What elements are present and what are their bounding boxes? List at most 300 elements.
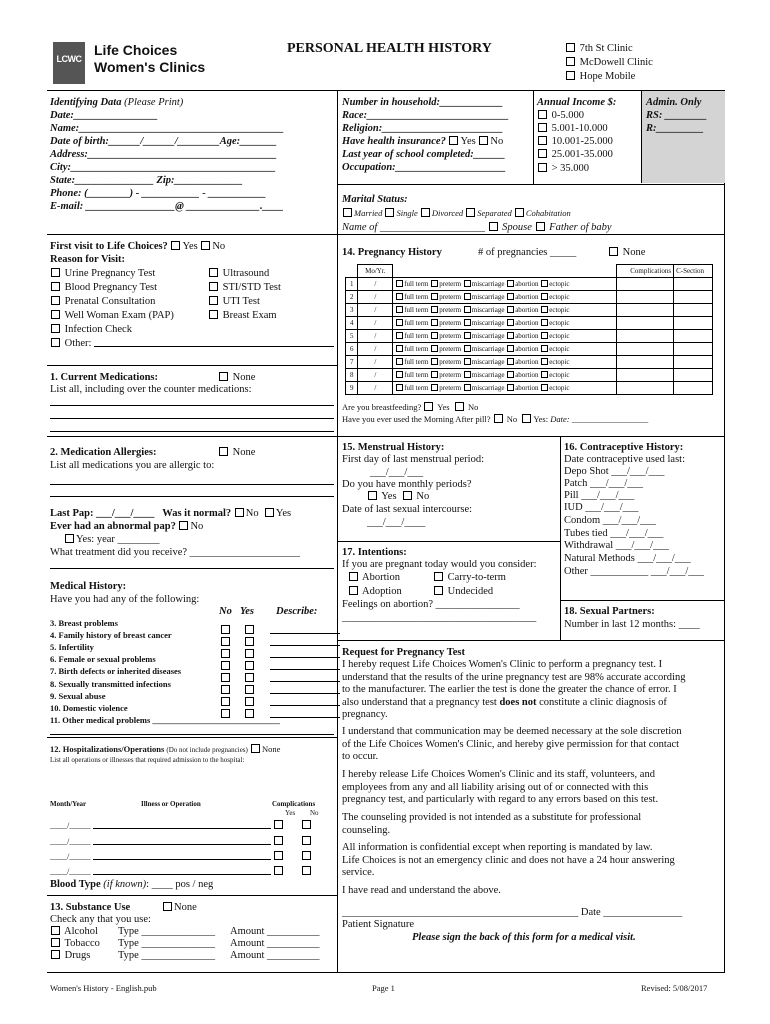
admin-heading: Admin. Only xyxy=(646,97,702,108)
blood-type[interactable]: Blood Type (if known): ____ pos / neg xyxy=(50,879,214,890)
checkbox-icon xyxy=(538,110,547,119)
identifying-heading: Identifying Data (Please Print) xyxy=(50,97,184,108)
hosp-row[interactable]: ____/_____ xyxy=(50,835,313,847)
hosp-col-illness: Illness or Operation xyxy=(141,800,201,808)
divider xyxy=(47,737,337,738)
checkbox-icon[interactable] xyxy=(541,384,548,391)
divider xyxy=(47,90,725,91)
checkbox-icon[interactable] xyxy=(274,820,283,829)
row-csection[interactable] xyxy=(674,291,713,304)
row-moyr[interactable]: / xyxy=(358,369,393,382)
table-row xyxy=(346,382,713,395)
reason-option[interactable]: STI/STD Test xyxy=(208,281,281,294)
intentions-feelings[interactable]: Feelings on abortion? ________________ xyxy=(342,599,520,610)
pap-normal-no-checkbox[interactable] xyxy=(235,508,244,517)
history-item: 4. Family history of breast cancer xyxy=(50,630,172,640)
checkbox-icon[interactable] xyxy=(396,319,403,326)
divider xyxy=(533,90,534,184)
divider xyxy=(47,436,337,437)
identifying-address[interactable]: Address:____________________________________ xyxy=(50,149,277,160)
marital-name-of[interactable]: Name of ____________________ Spouse Father of baby xyxy=(342,222,612,233)
substance-heading: 13. Substance Use xyxy=(50,902,131,913)
clinic-option-3[interactable] xyxy=(565,70,635,83)
checkbox-icon[interactable] xyxy=(507,332,514,339)
substance-item[interactable]: Alcohol xyxy=(50,925,98,938)
row-complications[interactable] xyxy=(617,369,674,382)
allergies-line[interactable] xyxy=(50,496,334,497)
reason-option[interactable]: Infection Check xyxy=(50,323,132,336)
pregnancy-none[interactable]: None xyxy=(608,246,645,259)
checkbox-icon xyxy=(209,268,218,277)
substance-type[interactable]: Type ______________ xyxy=(118,926,215,937)
sign-back-note: Please sign the back of this form for a medical visit. xyxy=(412,932,636,943)
request-p3: I hereby release Life Choices Women's Clinic and its staff, volunteers, and employees from any and all liability arising out of or connected with this pregnancy test, and particularly with regard to any errors based on this test. xyxy=(342,769,659,805)
row-number: 8 xyxy=(346,369,358,382)
checkbox-icon[interactable] xyxy=(541,319,548,326)
col-complications: Complications xyxy=(617,265,674,278)
intention-option[interactable]: Adoption xyxy=(348,585,402,598)
identifying-name[interactable]: Name:_______________________________________ xyxy=(50,123,284,134)
first-visit-yes-checkbox[interactable] xyxy=(171,241,180,250)
checkbox-icon xyxy=(163,902,172,911)
household-occupation[interactable]: Occupation:_____________________ xyxy=(342,162,506,173)
history-checks xyxy=(220,620,340,716)
col-yes: Yes xyxy=(240,606,254,617)
row-moyr[interactable]: / xyxy=(358,343,393,356)
divider xyxy=(560,436,561,640)
checkbox-icon[interactable] xyxy=(464,280,471,287)
table-row xyxy=(346,343,713,356)
row-complications[interactable] xyxy=(617,291,674,304)
checkbox-icon[interactable] xyxy=(507,306,514,313)
marital-options: Married Single Divorced Separated Cohabitation xyxy=(342,208,571,219)
checkbox-icon[interactable] xyxy=(541,345,548,352)
row-complications[interactable] xyxy=(617,330,674,343)
row-complications[interactable] xyxy=(617,343,674,356)
intention-option[interactable]: Abortion xyxy=(348,571,400,584)
page-title: PERSONAL HEALTH HISTORY xyxy=(287,41,492,56)
checkbox-icon[interactable] xyxy=(489,222,498,231)
pregnancy-rows xyxy=(346,278,713,395)
checkbox-icon[interactable] xyxy=(403,491,412,500)
checkbox-icon xyxy=(219,447,228,456)
checkbox-icon[interactable] xyxy=(396,345,403,352)
checkbox-icon[interactable] xyxy=(464,306,471,313)
divider xyxy=(47,972,725,973)
checkbox-icon xyxy=(434,586,443,595)
checkbox-icon[interactable] xyxy=(507,358,514,365)
abnormal-pap: Ever had an abnormal pap? No xyxy=(50,521,204,532)
org-name-line2: Women's Clinics xyxy=(94,59,206,75)
substance-type[interactable]: Type ______________ xyxy=(118,938,215,949)
row-moyr[interactable]: / xyxy=(358,356,393,369)
income-option[interactable]: 5.001-10.000 xyxy=(537,122,608,135)
checkbox-icon[interactable] xyxy=(302,851,311,860)
row-number: 2 xyxy=(346,291,358,304)
checkbox-icon[interactable] xyxy=(396,306,403,313)
checkbox-icon[interactable] xyxy=(274,836,283,845)
contraceptive-item[interactable]: Depo Shot ___/___/___ xyxy=(564,466,665,477)
row-number: 1 xyxy=(346,278,358,291)
household-school[interactable]: Last year of school completed:______ xyxy=(342,149,506,160)
checkbox-icon[interactable] xyxy=(302,820,311,829)
row-number: 3 xyxy=(346,304,358,317)
identifying-email[interactable]: E-mail: _________________@ ______________.____ xyxy=(50,201,284,212)
allergies-sub: List all medications you are allergic to: xyxy=(50,460,215,471)
table-row xyxy=(346,317,713,330)
row-complications[interactable] xyxy=(617,278,674,291)
medications-line[interactable] xyxy=(50,418,334,419)
checkbox-icon[interactable] xyxy=(431,306,438,313)
pap-treatment-line[interactable] xyxy=(50,568,334,569)
contraceptive-item[interactable]: Patch ___/___/___ xyxy=(564,478,644,489)
checkbox-icon xyxy=(538,163,547,172)
clinic-option-1[interactable] xyxy=(565,42,633,55)
history-item: 7. Birth defects or inherited diseases xyxy=(50,666,182,676)
household-insurance: Have health insurance? Yes No xyxy=(342,136,504,147)
income-option[interactable]: 25.001-35.000 xyxy=(537,148,613,161)
checkbox-icon xyxy=(219,372,228,381)
row-moyr[interactable]: / xyxy=(358,291,393,304)
identifying-dob[interactable]: Date of birth:______/______/________Age:_______ xyxy=(50,136,277,147)
reason-option[interactable]: UTI Test xyxy=(208,295,260,308)
footer-center: Page 1 xyxy=(372,983,395,993)
table-row xyxy=(346,291,713,304)
request-p2: I understand that communication may be deemed necessary at the sole discretion of the Life Choices Women's Clinic, and hereby give permission for that contact to occur. xyxy=(342,726,682,762)
checkbox-icon[interactable] xyxy=(396,371,403,378)
row-moyr[interactable]: / xyxy=(358,278,393,291)
checkbox-icon[interactable] xyxy=(541,280,548,287)
menstrual-first-day: First day of last menstrual period: xyxy=(342,454,485,465)
hosp-row[interactable]: ____/_____ xyxy=(50,865,313,877)
contraceptive-item[interactable]: Natural Methods ___/___/___ xyxy=(564,553,691,564)
checkbox-icon xyxy=(65,534,74,543)
checkbox-icon xyxy=(51,296,60,305)
checkbox-icon xyxy=(349,586,358,595)
reason-heading: Reason for Visit: xyxy=(50,254,126,265)
allergies-none[interactable]: None xyxy=(218,446,255,459)
hosp-heading: 12. Hospitalizations/Operations (Do not include pregnancies) None xyxy=(50,744,281,754)
row-number: 6 xyxy=(346,343,358,356)
checkbox-icon[interactable] xyxy=(302,836,311,845)
checkbox-icon[interactable] xyxy=(455,402,464,411)
checkbox-icon[interactable] xyxy=(396,358,403,365)
last-pap: Last Pap: ___/___/____ Was it normal? No Yes xyxy=(50,508,292,519)
contraceptive-item[interactable]: Pill ___/___/___ xyxy=(564,490,635,501)
checkbox-icon[interactable] xyxy=(507,293,514,300)
checkbox-icon xyxy=(51,926,60,935)
checkbox-icon[interactable] xyxy=(421,208,430,217)
checkbox-icon xyxy=(51,950,60,959)
partners-sub[interactable]: Number in last 12 months: ____ xyxy=(564,619,700,630)
checkbox-icon[interactable] xyxy=(507,280,514,287)
insurance-yes-checkbox[interactable] xyxy=(449,136,458,145)
medications-line[interactable] xyxy=(50,405,334,406)
checkbox-icon[interactable] xyxy=(396,332,403,339)
substance-amount[interactable]: Amount __________ xyxy=(230,938,320,949)
table-row xyxy=(346,304,713,317)
checkbox-icon xyxy=(349,572,358,581)
intentions-sub: If you are pregnant today would you consider: xyxy=(342,559,537,570)
checkbox-icon[interactable] xyxy=(431,319,438,326)
household-number[interactable]: Number in household:____________ xyxy=(342,97,504,108)
checkbox-icon xyxy=(51,324,60,333)
checkbox-icon[interactable] xyxy=(464,371,471,378)
hosp-col-yes: Yes xyxy=(285,809,296,817)
checkbox-icon[interactable] xyxy=(536,222,545,231)
history-item: 9. Sexual abuse xyxy=(50,691,106,701)
checkbox-icon[interactable] xyxy=(431,293,438,300)
substance-none[interactable]: None xyxy=(162,901,197,914)
row-csection[interactable] xyxy=(674,369,713,382)
substance-amount[interactable]: Amount __________ xyxy=(230,926,320,937)
substance-amount[interactable]: Amount __________ xyxy=(230,950,320,961)
hosp-sub: List all operations or illnesses that required admission to the hospital: xyxy=(50,756,245,764)
checkbox-icon xyxy=(209,296,218,305)
row-outcomes: full term preterm miscarriage abortion ectopic xyxy=(393,317,617,330)
row-moyr[interactable]: / xyxy=(358,304,393,317)
checkbox-icon xyxy=(434,572,443,581)
row-moyr[interactable]: / xyxy=(358,382,393,395)
checkbox-icon xyxy=(538,136,547,145)
clinic-label: 7th St Clinic xyxy=(579,43,633,54)
checkbox-icon xyxy=(209,282,218,291)
row-complications[interactable] xyxy=(617,317,674,330)
table-row xyxy=(346,278,713,291)
checkbox-icon[interactable] xyxy=(431,332,438,339)
reason-option[interactable]: Well Woman Exam (PAP) xyxy=(50,309,174,322)
intentions-heading: 17. Intentions: xyxy=(342,547,407,558)
checkbox-icon[interactable] xyxy=(343,208,352,217)
pregnancy-count[interactable]: # of pregnancies _____ xyxy=(478,247,577,258)
checkbox-icon[interactable] xyxy=(541,306,548,313)
identifying-date[interactable]: Date:________________ xyxy=(50,110,158,121)
history-item: 8. Sexually transmitted infections xyxy=(50,679,171,689)
checkbox-icon[interactable] xyxy=(396,384,403,391)
menstrual-first-day-blank[interactable]: ___/___/___ xyxy=(370,467,424,478)
clinic-label: Hope Mobile xyxy=(579,71,636,82)
row-moyr[interactable]: / xyxy=(358,330,393,343)
reason-option[interactable]: Urine Pregnancy Test xyxy=(50,267,155,280)
row-complications[interactable] xyxy=(617,304,674,317)
identifying-phone[interactable]: Phone: (________) - ___________ - ___________ xyxy=(50,188,267,199)
insurance-no-checkbox[interactable] xyxy=(479,136,488,145)
checkbox-icon[interactable] xyxy=(385,208,394,217)
pap-normal-yes-checkbox[interactable] xyxy=(265,508,274,517)
history-item: 3. Breast problems xyxy=(50,618,118,628)
reason-option[interactable]: Prenatal Consultation xyxy=(50,295,155,308)
checkbox-icon[interactable] xyxy=(507,371,514,378)
checkbox-icon[interactable] xyxy=(541,293,548,300)
divider xyxy=(337,436,724,437)
row-number: 4 xyxy=(346,317,358,330)
request-p1: I hereby request Life Choices Women's Clinic to perform a pregnancy test. I understand that the results of the urine pregnancy test are 98% accurate according to the manufacturer. The earlier the test is done the greater the chance of error. I also understand that a pregnancy test does not constitute a clinic diagnosis of pregnancy. xyxy=(342,659,686,720)
contraceptive-item[interactable]: Condom ___/___/___ xyxy=(564,515,656,526)
row-csection[interactable] xyxy=(674,356,713,369)
history-other[interactable]: 11. Other medical problems ______________________________ xyxy=(50,715,280,725)
divider xyxy=(337,90,338,972)
checkbox-icon[interactable] xyxy=(464,345,471,352)
row-number: 5 xyxy=(346,330,358,343)
contraceptive-item[interactable]: Withdrawal ___/___/___ xyxy=(564,540,669,551)
col-describe: Describe: xyxy=(276,606,318,617)
contraceptive-sub: Date contraceptive used last: xyxy=(564,454,685,465)
table-header-row xyxy=(346,265,713,278)
checkbox-icon[interactable] xyxy=(507,384,514,391)
request-p5: All information is confidential except when reporting is mandated by law. Life Choices is not an emergency clinic and does not have a 24 hour answering service. xyxy=(342,842,675,878)
request-p4: The counseling provided is not intended as a substitute for professional counseling. xyxy=(342,812,642,836)
substance-type[interactable]: Type ______________ xyxy=(118,950,215,961)
checkbox-icon[interactable] xyxy=(396,280,403,287)
abnormal-no-checkbox[interactable] xyxy=(179,521,188,530)
checkbox-icon[interactable] xyxy=(507,345,514,352)
medications-line[interactable] xyxy=(50,431,334,432)
intention-option[interactable]: Carry-to-term xyxy=(433,571,506,584)
income-option[interactable]: 10.001-25.000 xyxy=(537,135,613,148)
reason-option[interactable]: Blood Pregnancy Test xyxy=(50,281,157,294)
row-csection[interactable] xyxy=(674,278,713,291)
checkbox-icon[interactable] xyxy=(368,491,377,500)
medications-heading: 1. Current Medications: xyxy=(50,372,158,383)
allergies-line[interactable] xyxy=(50,484,334,485)
col-no: No xyxy=(219,606,232,617)
checkbox-icon[interactable] xyxy=(515,208,524,217)
checkbox-icon xyxy=(566,71,575,80)
contraceptive-item[interactable]: Other ___________ ___/___/___ xyxy=(564,566,704,577)
row-csection[interactable] xyxy=(674,317,713,330)
clinic-option-2[interactable] xyxy=(565,56,653,69)
checkbox-icon xyxy=(51,268,60,277)
admin-rs: RS: ________ xyxy=(646,110,707,121)
hosp-row[interactable]: ____/_____ xyxy=(50,819,313,831)
reason-option[interactable]: Ultrasound xyxy=(208,267,269,280)
checkbox-icon[interactable] xyxy=(466,208,475,217)
intentions-line[interactable]: _____________________________________ xyxy=(342,612,537,623)
checkbox-icon[interactable] xyxy=(424,402,433,411)
medications-none[interactable]: None xyxy=(218,371,255,384)
hosp-col-month: Month/Year xyxy=(50,800,87,808)
breastfeeding: Are you breastfeeding? Yes No xyxy=(342,402,479,412)
first-visit-no-checkbox[interactable] xyxy=(201,241,210,250)
income-option[interactable]: > 35.000 xyxy=(537,162,589,175)
abnormal-yes-year[interactable]: Yes: year ________ xyxy=(64,533,160,546)
row-number: 9 xyxy=(346,382,358,395)
contraceptive-item[interactable]: Tubes tied ___/___/___ xyxy=(564,528,664,539)
divider xyxy=(47,234,725,235)
menstrual-monthly-options: Yes No xyxy=(367,490,429,503)
pregnancy-table xyxy=(345,264,713,395)
checkbox-icon[interactable] xyxy=(464,319,471,326)
identifying-city[interactable]: City:_______________________________________ xyxy=(50,162,276,173)
history-item: 5. Infertility xyxy=(50,642,94,652)
checkbox-icon[interactable] xyxy=(541,358,548,365)
checkbox-icon[interactable] xyxy=(431,371,438,378)
marital-heading: Marital Status: xyxy=(342,194,408,205)
checkbox-icon xyxy=(566,43,575,52)
divider xyxy=(47,895,337,896)
signature-line[interactable]: _____________________________________________ Date _______________ xyxy=(342,907,683,918)
checkbox-icon[interactable] xyxy=(274,851,283,860)
row-complications[interactable] xyxy=(617,382,674,395)
row-outcomes: full term preterm miscarriage abortion ectopic xyxy=(393,369,617,382)
allergies-heading: 2. Medication Allergies: xyxy=(50,447,157,458)
patient-signature-label: Patient Signature xyxy=(342,919,415,930)
checkbox-icon[interactable] xyxy=(431,384,438,391)
contraceptive-item[interactable]: IUD ___/___/___ xyxy=(564,502,639,513)
checkbox-icon[interactable] xyxy=(431,280,438,287)
checkbox-icon[interactable] xyxy=(464,358,471,365)
substance-sub: Check any that you use: xyxy=(50,914,151,925)
substance-item[interactable]: Drugs xyxy=(50,949,90,962)
row-complications[interactable] xyxy=(617,356,674,369)
checkbox-icon[interactable] xyxy=(431,345,438,352)
income-option[interactable]: 0-5.000 xyxy=(537,109,584,122)
row-outcomes: full term preterm miscarriage abortion ectopic xyxy=(393,278,617,291)
divider xyxy=(337,640,724,641)
checkbox-icon[interactable] xyxy=(302,866,311,875)
menstrual-last-sex: Date of last sexual intercourse: xyxy=(342,504,473,515)
admin-r: R:_________ xyxy=(646,123,704,134)
menstrual-heading: 15. Menstrual History: xyxy=(342,442,445,453)
checkbox-icon[interactable] xyxy=(464,384,471,391)
checkbox-icon[interactable] xyxy=(541,332,548,339)
hosp-row[interactable]: ____/_____ xyxy=(50,850,313,862)
pregnancy-heading: 14. Pregnancy History xyxy=(342,247,442,258)
hosp-none-checkbox[interactable] xyxy=(251,744,260,753)
row-csection[interactable] xyxy=(674,304,713,317)
divider xyxy=(337,184,724,185)
footer-right: Revised: 5/08/2017 xyxy=(641,983,708,993)
history-item: 6. Female or sexual problems xyxy=(50,654,156,664)
reason-option[interactable]: Breast Exam xyxy=(208,309,277,322)
row-outcomes: full term preterm miscarriage abortion ectopic xyxy=(393,304,617,317)
row-csection[interactable] xyxy=(674,382,713,395)
history-other-line[interactable] xyxy=(50,734,334,735)
row-number: 7 xyxy=(346,356,358,369)
row-csection[interactable] xyxy=(674,330,713,343)
menstrual-last-sex-blank[interactable]: ___/___/____ xyxy=(367,517,426,528)
checkbox-icon[interactable] xyxy=(464,332,471,339)
household-religion[interactable]: Religion:_______________________ xyxy=(342,123,504,134)
checkbox-icon[interactable] xyxy=(431,358,438,365)
medications-sub: List all, including over the counter medications: xyxy=(50,384,252,395)
checkbox-icon[interactable] xyxy=(494,414,503,423)
checkbox-icon[interactable] xyxy=(507,319,514,326)
checkbox-icon[interactable] xyxy=(522,414,531,423)
substance-item[interactable]: Tobacco xyxy=(50,937,100,950)
hosp-col-no: No xyxy=(310,809,319,817)
logo xyxy=(53,42,85,84)
checkbox-icon[interactable] xyxy=(464,293,471,300)
identifying-state[interactable]: State:_______________ Zip:_____________ xyxy=(50,175,243,186)
checkbox-icon xyxy=(566,57,575,66)
checkbox-icon[interactable] xyxy=(541,371,548,378)
pap-treatment[interactable]: What treatment did you receive? _____________________ xyxy=(50,547,300,558)
row-csection[interactable] xyxy=(674,343,713,356)
income-heading: Annual Income $: xyxy=(537,97,617,108)
checkbox-icon[interactable] xyxy=(274,866,283,875)
morning-after: Have you ever used the Morning After pill? No Yes: Date: __________________ xyxy=(342,414,649,424)
row-moyr[interactable]: / xyxy=(358,317,393,330)
col-csection: C-Section xyxy=(674,265,713,278)
row-outcomes: full term preterm miscarriage abortion ectopic xyxy=(393,330,617,343)
reason-other[interactable]: Other: xyxy=(50,337,334,350)
household-race[interactable]: Race:___________________________ xyxy=(342,110,509,121)
intention-option[interactable]: Undecided xyxy=(433,585,493,598)
divider xyxy=(724,90,725,972)
table-row xyxy=(346,356,713,369)
checkbox-icon[interactable] xyxy=(396,293,403,300)
